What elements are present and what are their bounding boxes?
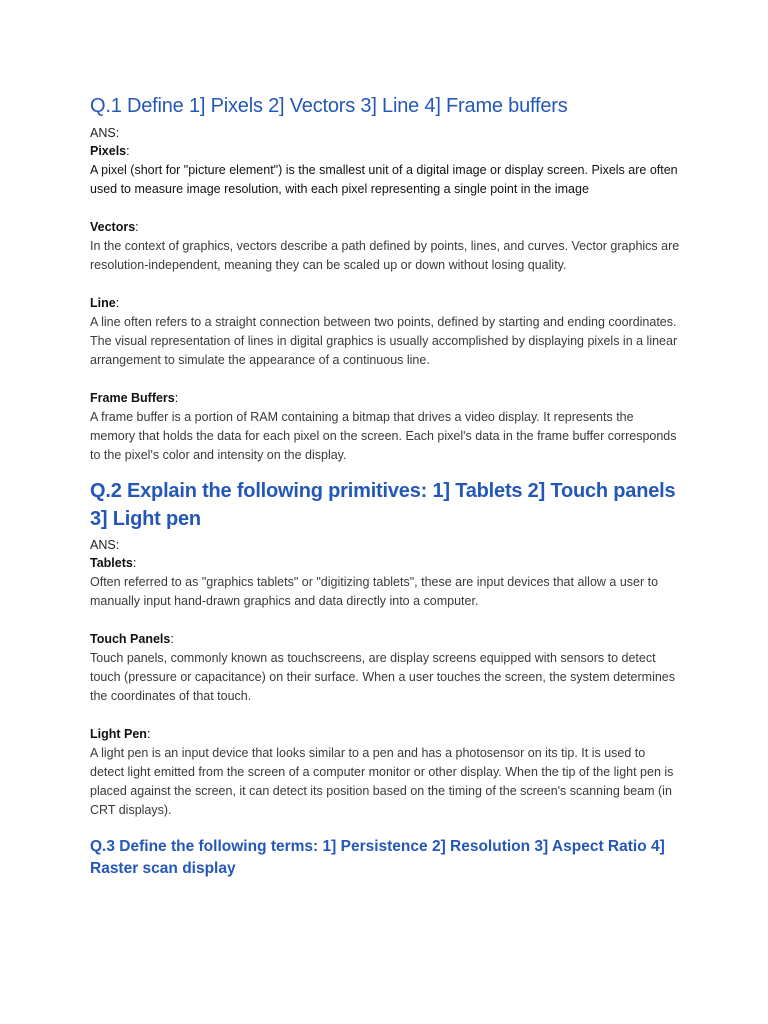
question-3-section <box>90 836 680 880</box>
definition-tablets: Often referred to as "graphics tablets" or "digitizing tablets", these are input devices that allow a user to manually input hand-drawn graphics and data directly into a computer. <box>90 575 659 608</box>
definition-light-pen: A light pen is an input device that looks similar to a pen and has a photosensor on its tip. It is used to detect light emitted from the screen of a computer monitor or other display. When the tip of the light pen is placed against the screen, it can detect its position based on the timing of the screen's scanning beam (in CRT displays). <box>90 746 674 817</box>
term-line: Line: <box>90 296 120 310</box>
definition-line: A line often refers to a straight connection between two points, defined by starting and ending coordinates. The visual representation of lines in digital graphics is usually accomplished by displaying pixels in a linear arrangement to simulate the appearance of a continuous line. <box>90 315 678 367</box>
term-vectors: Vectors: <box>90 220 139 234</box>
term-pixels: Pixels: <box>90 144 130 158</box>
definition-vectors: In the context of graphics, vectors describe a path defined by points, lines, and curves. Vector graphics are resolution-independent, meaning they can be scaled up or down without losing quality. <box>90 239 680 272</box>
question-1-section <box>90 93 680 465</box>
question-2-section <box>90 477 680 820</box>
answer-label: ANS: <box>90 126 120 140</box>
definition-frame-buffers: A frame buffer is a portion of RAM containing a bitmap that drives a video display. It represents the memory that holds the data for each pixel on the screen. Each pixel's data in the frame buffer corresponds to the pixel's color and intensity on the display. <box>90 410 677 462</box>
answer-label: ANS: <box>90 538 120 552</box>
question-2-heading: Q.2 Explain the following primitives: 1] Tablets 2] Touch panels 3] Light pen <box>90 480 676 530</box>
question-3-heading: Q.3 Define the following terms: 1] Persistence 2] Resolution 3] Aspect Ratio 4] Raster scan display <box>90 838 665 877</box>
term-light-pen: Light Pen: <box>90 727 151 741</box>
term-tablets: Tablets: <box>90 556 137 570</box>
definition-pixels: A pixel (short for "picture element") is the smallest unit of a digital image or display screen. Pixels are often used to measure image resolution, with each pixel representing a single point in the image <box>90 163 678 196</box>
term-frame-buffers: Frame Buffers: <box>90 391 179 405</box>
term-touch-panels: Touch Panels: <box>90 632 174 646</box>
question-1-heading: Q.1 Define 1] Pixels 2] Vectors 3] Line 4] Frame buffers <box>90 95 568 117</box>
definition-touch-panels: Touch panels, commonly known as touchscreens, are display screens equipped with sensors to detect touch (pressure or capacitance) on their surface. When a user touches the screen, the system determines the coordinates of that touch. <box>90 651 676 703</box>
